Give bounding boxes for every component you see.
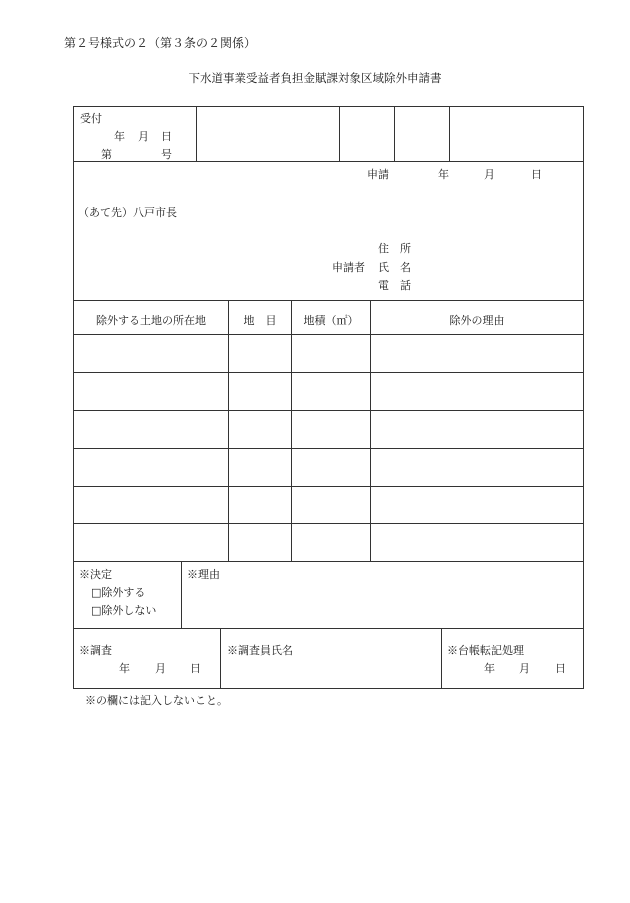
- ledger-month: 月: [519, 662, 530, 675]
- receipt-day: 日: [161, 130, 172, 143]
- survey-day: 日: [190, 662, 201, 675]
- receipt-year: 年: [114, 130, 125, 143]
- table-row[interactable]: [74, 487, 583, 523]
- address-label: 住 所: [378, 242, 411, 255]
- application-month: 月: [484, 168, 495, 181]
- ledger-processing-label: ※台帳転記処理: [447, 644, 524, 657]
- header-land-category: 地 目: [243, 314, 277, 327]
- ledger-day: 日: [555, 662, 566, 675]
- decision-label: ※決定: [79, 568, 112, 581]
- survey-label: ※調査: [79, 644, 112, 657]
- header-exclusion-reason: 除外の理由: [449, 314, 505, 327]
- application-date-label: 申請: [367, 168, 389, 181]
- footnote: ※の欄には記入しないこと。: [85, 694, 228, 707]
- receipt-number-suffix: 号: [161, 148, 172, 161]
- name-label: 氏 名: [378, 261, 411, 274]
- decision-option-exclude[interactable]: □除外する: [91, 586, 146, 599]
- surveyor-name-label: ※調査員氏名: [227, 644, 293, 657]
- phone-label: 電 話: [378, 279, 411, 292]
- table-row[interactable]: [74, 524, 583, 561]
- table-row[interactable]: [74, 335, 583, 372]
- table-row[interactable]: [74, 411, 583, 448]
- form-number: 第２号様式の２（第３条の２関係）: [64, 36, 257, 50]
- application-day: 日: [531, 168, 542, 181]
- table-row[interactable]: [74, 373, 583, 410]
- header-land-area: 地積（㎡）: [303, 314, 359, 327]
- receipt-month: 月: [138, 130, 149, 143]
- receipt-number-prefix: 第: [101, 148, 112, 161]
- ledger-year: 年: [484, 662, 495, 675]
- decision-reason-label: ※理由: [187, 568, 220, 581]
- receipt-label: 受付: [80, 112, 102, 125]
- form-title: 下水道事業受益者負担金賦課対象区域除外申請書: [188, 71, 442, 85]
- stamp-box-1[interactable]: [340, 107, 394, 161]
- survey-year: 年: [119, 662, 130, 675]
- header-land-location: 除外する土地の所在地: [96, 314, 206, 327]
- decision-option-not-exclude[interactable]: □除外しない: [91, 604, 157, 617]
- addressee: （あて先）八戸市長: [78, 206, 177, 219]
- table-row[interactable]: [74, 449, 583, 486]
- applicant-label: 申請者: [332, 261, 365, 274]
- stamp-box-2[interactable]: [395, 107, 449, 161]
- application-year: 年: [438, 168, 449, 181]
- stamp-box-3[interactable]: [450, 107, 583, 161]
- survey-month: 月: [155, 662, 166, 675]
